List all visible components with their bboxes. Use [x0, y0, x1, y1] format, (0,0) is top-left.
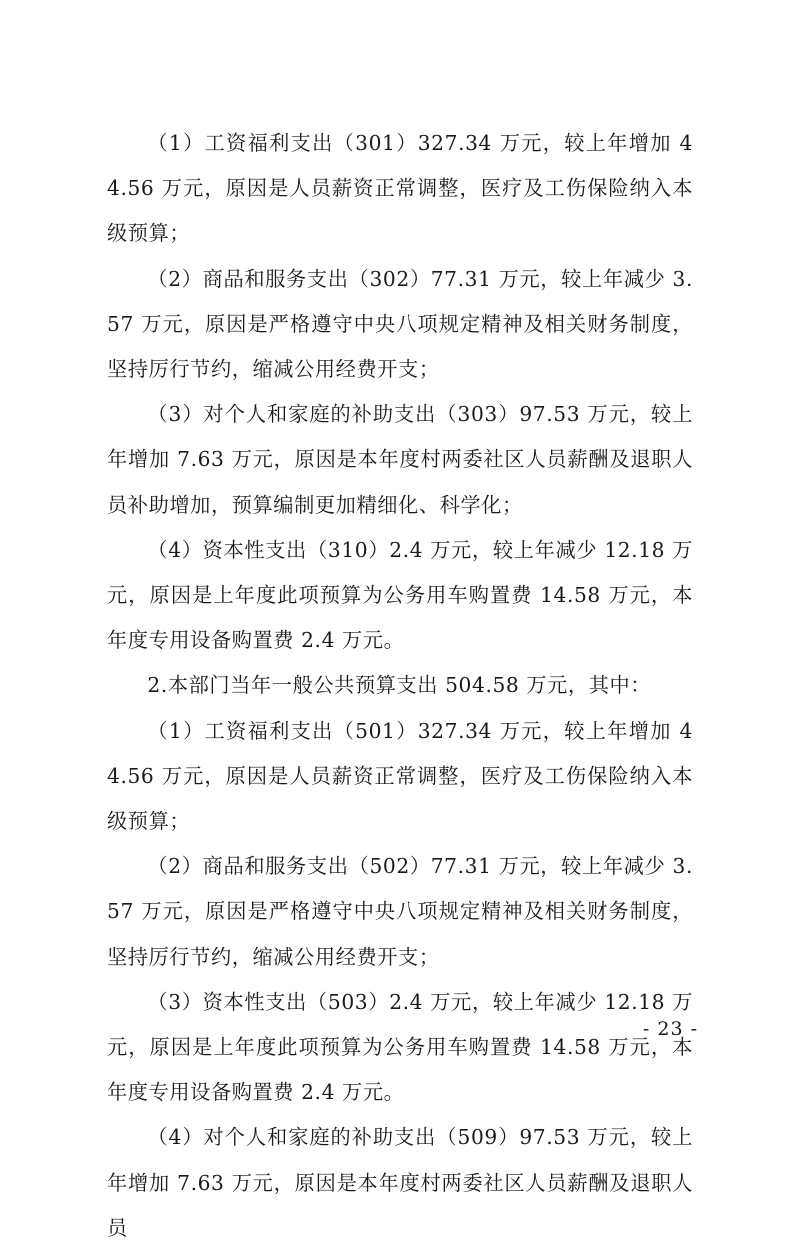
paragraph-goods-services-302: （2）商品和服务支出（302）77.31 万元，较上年减少 3.57 万元，原因是严格遵守中央八项规定精神及相关财务制度，坚持厉行节约，缩减公用经费开支；: [107, 266, 693, 382]
page-number: - 23 -: [642, 1018, 698, 1040]
paragraph-capital-expenditure-503: （3）资本性支出（503）2.4 万元，较上年减少 12.18 万元，原因是上年度此项预算为公务用车购置费 14.58 万元，本年度专用设备购置费 2.4 万元。: [107, 989, 693, 1105]
paragraph-capital-expenditure-310: （4）资本性支出（310）2.4 万元，较上年减少 12.18 万元，原因是上年度此项预算为公务用车购置费 14.58 万元，本年度专用设备购置费 2.4 万元。: [107, 537, 693, 653]
document-body: [107, 121, 693, 1251]
paragraph-salary-welfare-501: （1）工资福利支出（501）327.34 万元，较上年增加 44.56 万元，原因是人员薪资正常调整，医疗及工伤保险纳入本级预算；: [107, 718, 693, 834]
paragraph-salary-welfare-301: （1）工资福利支出（301）327.34 万元，较上年增加 44.56 万元，原因是人员薪资正常调整，医疗及工伤保险纳入本级预算；: [107, 131, 693, 246]
paragraph-goods-services-502: （2）商品和服务支出（502）77.31 万元，较上年减少 3.57 万元，原因是严格遵守中央八项规定精神及相关财务制度，坚持厉行节约，缩减公用经费开支；: [107, 854, 693, 969]
paragraph-household-subsidy-303: （3）对个人和家庭的补助支出（303）97.53 万元，较上年增加 7.63 万元，原因是本年度村两委社区人员薪酬及退职人员补助增加，预算编制更加精细化、科学化；: [107, 402, 693, 517]
paragraph-household-subsidy-509: （4）对个人和家庭的补助支出（509）97.53 万元，较上年增加 7.63 万元，原因是本年度村两委社区人员薪酬及退职人员: [107, 1125, 693, 1240]
paragraph-general-budget-heading: 2.本部门当年一般公共预算支出 504.58 万元，其中：: [147, 673, 652, 698]
